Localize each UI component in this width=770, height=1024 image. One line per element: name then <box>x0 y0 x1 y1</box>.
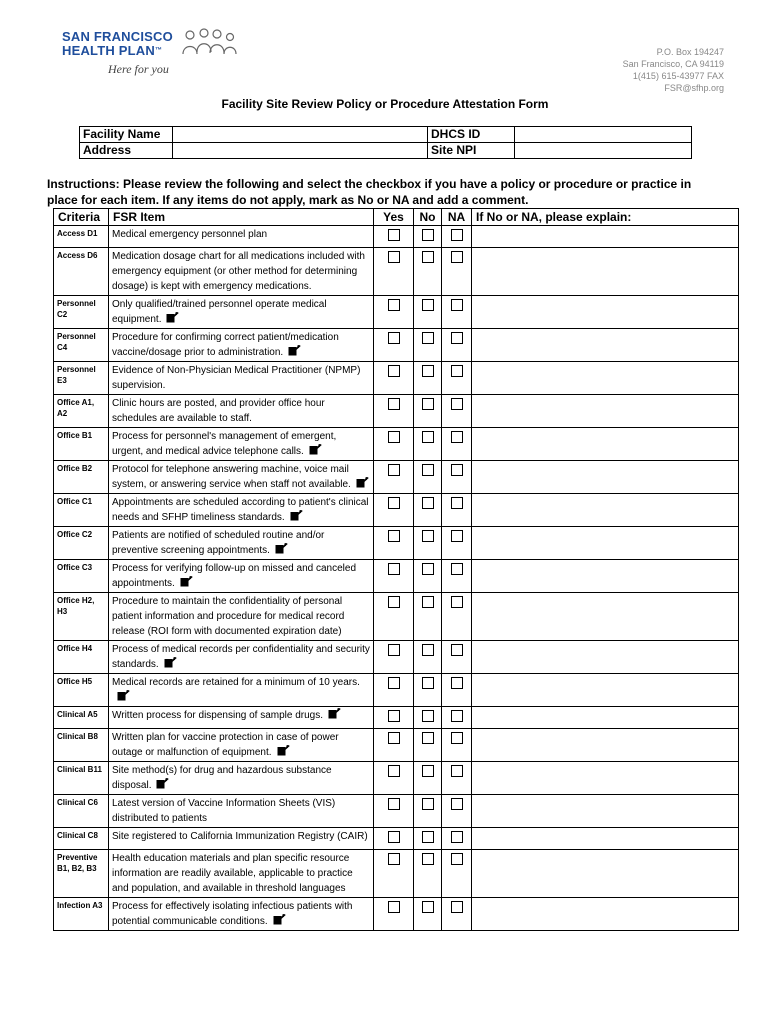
facility-name-label: Facility Name <box>80 127 173 143</box>
no-cell <box>414 329 442 362</box>
na-cell <box>442 329 472 362</box>
fsr-item-text: Procedure for confirming correct patient/medication vaccine/dosage prior to administration. <box>112 332 339 358</box>
explain-field[interactable] <box>472 494 739 527</box>
fsr-item-text: Process for personnel's management of emergent, urgent, and medical advice telephone calls. <box>112 431 337 457</box>
no-checkbox[interactable] <box>422 464 434 476</box>
yes-checkbox[interactable] <box>388 732 400 744</box>
signature-pen-icon <box>166 312 179 323</box>
table-row <box>54 226 739 248</box>
na-cell <box>442 226 472 248</box>
yes-checkbox[interactable] <box>388 365 400 377</box>
yes-cell <box>374 296 414 329</box>
yes-checkbox[interactable] <box>388 332 400 344</box>
fsr-item-cell <box>109 527 374 560</box>
yes-cell <box>374 248 414 296</box>
sfhp-logo <box>62 29 173 76</box>
no-cell <box>414 560 442 593</box>
signature-pen-icon <box>277 745 290 756</box>
criteria-header: Criteria <box>54 209 109 226</box>
explain-field[interactable] <box>472 707 739 729</box>
signature-pen-icon <box>288 345 301 356</box>
no-checkbox[interactable] <box>422 530 434 542</box>
na-cell <box>442 641 472 674</box>
yes-checkbox[interactable] <box>388 251 400 263</box>
na-checkbox[interactable] <box>451 765 463 777</box>
na-checkbox[interactable] <box>451 431 463 443</box>
na-checkbox[interactable] <box>451 464 463 476</box>
no-cell <box>414 898 442 931</box>
fsr-item-text: Medical emergency personnel plan <box>112 229 268 240</box>
na-cell <box>442 527 472 560</box>
yes-cell <box>374 494 414 527</box>
fsr-item-text: Written plan for vaccine protection in case of power outage or malfunction of equipment. <box>112 732 339 758</box>
yes-cell <box>374 850 414 898</box>
criteria-cell: Office B1 <box>54 428 109 461</box>
fsr-item-cell <box>109 762 374 795</box>
logo-tagline: Here for you <box>108 62 169 76</box>
table-row <box>54 461 739 494</box>
criteria-cell: Access D1 <box>54 226 109 248</box>
yes-checkbox[interactable] <box>388 853 400 865</box>
contact-fax: 1(415) 615-43977 FAX <box>632 71 724 81</box>
no-cell <box>414 762 442 795</box>
yes-cell <box>374 707 414 729</box>
no-checkbox[interactable] <box>422 798 434 810</box>
criteria-cell: Office H4 <box>54 641 109 674</box>
logo-line-2: HEALTH PLAN™ <box>62 43 163 58</box>
signature-pen-icon <box>275 543 288 554</box>
na-checkbox[interactable] <box>451 901 463 913</box>
fsr-item-cell <box>109 641 374 674</box>
na-header: NA <box>442 209 472 226</box>
fsr-item-text: Appointments are scheduled according to patient's clinical needs and SFHP timeliness standards. <box>112 497 369 523</box>
contact-email[interactable]: FSR@sfhp.org <box>664 83 724 93</box>
no-checkbox[interactable] <box>422 332 434 344</box>
no-cell <box>414 593 442 641</box>
yes-checkbox[interactable] <box>388 901 400 913</box>
table-row <box>54 527 739 560</box>
yes-cell <box>374 329 414 362</box>
fsr-item-text: Patients are notified of scheduled routine and/or preventive screening appointments. <box>112 530 325 556</box>
explain-header: If No or NA, please explain: <box>472 209 739 226</box>
no-cell <box>414 795 442 828</box>
criteria-cell: Office C3 <box>54 560 109 593</box>
yes-checkbox[interactable] <box>388 431 400 443</box>
signature-pen-icon <box>290 510 303 521</box>
no-cell <box>414 828 442 850</box>
fsr-item-cell <box>109 898 374 931</box>
signature-pen-icon <box>328 708 341 719</box>
no-checkbox[interactable] <box>422 644 434 656</box>
no-cell <box>414 428 442 461</box>
na-checkbox[interactable] <box>451 563 463 575</box>
fsr-item-text: Health education materials and plan specific resource information are readily available, applicable to practice and population, and available in threshold languages <box>112 853 353 894</box>
fsr-item-cell <box>109 296 374 329</box>
yes-cell <box>374 762 414 795</box>
fsr-item-cell <box>109 674 374 707</box>
fsr-item-text: Medication dosage chart for all medications included with emergency equipment (or other method for determining dosage) is kept with emergency medications. <box>112 251 365 292</box>
dhcs-id-label: DHCS ID <box>428 127 515 143</box>
na-cell <box>442 296 472 329</box>
no-cell <box>414 226 442 248</box>
signature-pen-icon <box>117 690 130 701</box>
criteria-cell: Preventive B1, B2, B3 <box>54 850 109 898</box>
yes-checkbox[interactable] <box>388 596 400 608</box>
site-npi-label: Site NPI <box>428 143 515 159</box>
instructions: Instructions: Please review the following and select the checkbox if you have a policy or procedure or practice in place for each item. If any items do not apply, mark as No or NA and add a comment. <box>47 177 692 207</box>
yes-cell <box>374 527 414 560</box>
table-row <box>54 762 739 795</box>
na-checkbox[interactable] <box>451 365 463 377</box>
logo-line-1: SAN FRANCISCO <box>62 29 173 44</box>
no-header: No <box>414 209 442 226</box>
signature-pen-icon <box>273 914 286 925</box>
no-checkbox[interactable] <box>422 677 434 689</box>
yes-cell <box>374 674 414 707</box>
contact-block <box>623 46 724 94</box>
na-checkbox[interactable] <box>451 853 463 865</box>
no-checkbox[interactable] <box>422 398 434 410</box>
no-checkbox[interactable] <box>422 251 434 263</box>
no-cell <box>414 729 442 762</box>
na-cell <box>442 428 472 461</box>
na-cell <box>442 395 472 428</box>
na-cell <box>442 850 472 898</box>
no-cell <box>414 296 442 329</box>
fsr-item-cell <box>109 226 374 248</box>
explain-field[interactable] <box>472 762 739 795</box>
na-cell <box>442 674 472 707</box>
yes-checkbox[interactable] <box>388 710 400 722</box>
fsr-item-text: Process of medical records per confidentiality and security standards. <box>112 644 370 670</box>
fsr-item-text: Protocol for telephone answering machine, voice mail system, or answering service when staff not available. <box>112 464 351 490</box>
criteria-cell: Clinical C8 <box>54 828 109 850</box>
criteria-cell: Office C1 <box>54 494 109 527</box>
na-checkbox[interactable] <box>451 530 463 542</box>
fsr-item-cell <box>109 850 374 898</box>
signature-pen-icon <box>356 477 369 488</box>
criteria-cell: Office A1, A2 <box>54 395 109 428</box>
yes-cell <box>374 795 414 828</box>
criteria-cell: Infection A3 <box>54 898 109 931</box>
na-checkbox[interactable] <box>451 831 463 843</box>
yes-cell <box>374 729 414 762</box>
na-cell <box>442 898 472 931</box>
table-row <box>54 494 739 527</box>
fsr-item-cell <box>109 248 374 296</box>
no-checkbox[interactable] <box>422 229 434 241</box>
na-checkbox[interactable] <box>451 332 463 344</box>
yes-checkbox[interactable] <box>388 398 400 410</box>
explain-field[interactable] <box>472 362 739 395</box>
fsr-item-text: Site registered to California Immunization Registry (CAIR) <box>112 831 368 842</box>
yes-checkbox[interactable] <box>388 644 400 656</box>
no-cell <box>414 674 442 707</box>
signature-pen-icon <box>180 576 193 587</box>
criteria-cell: Personnel E3 <box>54 362 109 395</box>
na-checkbox[interactable] <box>451 677 463 689</box>
people-figures-icon <box>180 28 240 56</box>
explain-field[interactable] <box>472 729 739 762</box>
na-checkbox[interactable] <box>451 710 463 722</box>
fsr-item-cell <box>109 461 374 494</box>
facility-info-table <box>79 126 692 159</box>
no-checkbox[interactable] <box>422 901 434 913</box>
yes-cell <box>374 226 414 248</box>
na-checkbox[interactable] <box>451 732 463 744</box>
no-checkbox[interactable] <box>422 831 434 843</box>
fsr-item-cell <box>109 329 374 362</box>
table-row <box>54 362 739 395</box>
criteria-cell: Office H5 <box>54 674 109 707</box>
no-checkbox[interactable] <box>422 732 434 744</box>
yes-cell <box>374 560 414 593</box>
no-checkbox[interactable] <box>422 299 434 311</box>
na-checkbox[interactable] <box>451 497 463 509</box>
explain-field[interactable] <box>472 296 739 329</box>
fsr-item-text: Process for verifying follow-up on missed and canceled appointments. <box>112 563 357 589</box>
criteria-cell: Personnel C2 <box>54 296 109 329</box>
yes-cell <box>374 362 414 395</box>
na-cell <box>442 248 472 296</box>
yes-cell <box>374 641 414 674</box>
na-checkbox[interactable] <box>451 644 463 656</box>
table-row <box>54 593 739 641</box>
fsr-item-cell <box>109 494 374 527</box>
na-checkbox[interactable] <box>451 596 463 608</box>
criteria-cell: Office C2 <box>54 527 109 560</box>
table-row <box>54 329 739 362</box>
yes-header: Yes <box>374 209 414 226</box>
no-cell <box>414 395 442 428</box>
no-cell <box>414 707 442 729</box>
fsr-item-text: Written process for dispensing of sample drugs. <box>112 710 324 721</box>
form-title: Facility Site Review Policy or Procedure Attestation Form <box>221 97 549 111</box>
fsr-item-text: Medical records are retained for a minimum of 10 years. <box>112 677 360 688</box>
fsr-item-text: Site method(s) for drug and hazardous substance disposal. <box>112 765 332 791</box>
fsr-item-text: Evidence of Non-Physician Medical Practitioner (NPMP) supervision. <box>112 365 361 391</box>
no-checkbox[interactable] <box>422 563 434 575</box>
fsr-item-text: Clinic hours are posted, and provider office hour schedules are available to staff. <box>112 398 325 424</box>
explain-field[interactable] <box>472 674 739 707</box>
table-row <box>54 707 739 729</box>
explain-field[interactable] <box>472 593 739 641</box>
table-row <box>54 296 739 329</box>
yes-checkbox[interactable] <box>388 299 400 311</box>
yes-checkbox[interactable] <box>388 677 400 689</box>
signature-pen-icon <box>309 444 322 455</box>
criteria-cell: Access D6 <box>54 248 109 296</box>
site-npi-field[interactable] <box>515 143 692 159</box>
no-checkbox[interactable] <box>422 710 434 722</box>
no-cell <box>414 362 442 395</box>
explain-field[interactable] <box>472 428 739 461</box>
dhcs-id-field[interactable] <box>515 127 692 143</box>
explain-field[interactable] <box>472 795 739 828</box>
explain-field[interactable] <box>472 560 739 593</box>
explain-field[interactable] <box>472 329 739 362</box>
no-checkbox[interactable] <box>422 853 434 865</box>
fsr-item-cell <box>109 395 374 428</box>
yes-cell <box>374 898 414 931</box>
criteria-cell: Clinical A5 <box>54 707 109 729</box>
criteria-cell: Personnel C4 <box>54 329 109 362</box>
table-row <box>54 674 739 707</box>
explain-field[interactable] <box>472 828 739 850</box>
explain-field[interactable] <box>472 641 739 674</box>
table-row <box>54 795 739 828</box>
na-checkbox[interactable] <box>451 398 463 410</box>
table-row <box>54 641 739 674</box>
na-cell <box>442 362 472 395</box>
criteria-cell: Clinical C6 <box>54 795 109 828</box>
no-checkbox[interactable] <box>422 765 434 777</box>
fsr-table <box>53 208 739 931</box>
fsr-item-cell <box>109 560 374 593</box>
no-checkbox[interactable] <box>422 596 434 608</box>
signature-pen-icon <box>156 778 169 789</box>
table-row <box>54 828 739 850</box>
na-cell <box>442 560 472 593</box>
yes-cell <box>374 828 414 850</box>
yes-checkbox[interactable] <box>388 497 400 509</box>
no-cell <box>414 494 442 527</box>
yes-checkbox[interactable] <box>388 229 400 241</box>
fsr-item-cell <box>109 828 374 850</box>
criteria-cell: Office B2 <box>54 461 109 494</box>
explain-field[interactable] <box>472 395 739 428</box>
na-checkbox[interactable] <box>451 299 463 311</box>
no-cell <box>414 248 442 296</box>
yes-checkbox[interactable] <box>388 831 400 843</box>
na-checkbox[interactable] <box>451 251 463 263</box>
yes-checkbox[interactable] <box>388 530 400 542</box>
yes-cell <box>374 428 414 461</box>
explain-field[interactable] <box>472 850 739 898</box>
explain-field[interactable] <box>472 461 739 494</box>
table-row <box>54 729 739 762</box>
yes-cell <box>374 395 414 428</box>
fsr-item-text: Only qualified/trained personnel operate medical equipment. <box>112 299 327 325</box>
yes-checkbox[interactable] <box>388 798 400 810</box>
yes-checkbox[interactable] <box>388 464 400 476</box>
contact-po-box: P.O. Box 194247 <box>656 47 724 57</box>
fsr-item-header: FSR Item <box>109 209 374 226</box>
criteria-cell: Clinical B11 <box>54 762 109 795</box>
fsr-item-cell <box>109 795 374 828</box>
na-checkbox[interactable] <box>451 798 463 810</box>
fsr-item-text: Process for effectively isolating infectious patients with potential communicable conditions. <box>112 901 353 927</box>
no-checkbox[interactable] <box>422 497 434 509</box>
no-cell <box>414 850 442 898</box>
yes-checkbox[interactable] <box>388 765 400 777</box>
address-field[interactable] <box>173 143 428 159</box>
fsr-item-cell <box>109 729 374 762</box>
explain-field[interactable] <box>472 527 739 560</box>
fsr-item-cell <box>109 428 374 461</box>
yes-checkbox[interactable] <box>388 563 400 575</box>
fsr-item-cell <box>109 362 374 395</box>
explain-field[interactable] <box>472 898 739 931</box>
no-cell <box>414 641 442 674</box>
no-cell <box>414 461 442 494</box>
criteria-cell: Office H2, H3 <box>54 593 109 641</box>
explain-field[interactable] <box>472 226 739 248</box>
table-row <box>54 428 739 461</box>
no-checkbox[interactable] <box>422 431 434 443</box>
table-row <box>54 898 739 931</box>
fsr-item-text: Latest version of Vaccine Information Sheets (VIS) distributed to patients <box>112 798 336 824</box>
table-row <box>54 395 739 428</box>
yes-cell <box>374 461 414 494</box>
criteria-cell: Clinical B8 <box>54 729 109 762</box>
explain-field[interactable] <box>472 248 739 296</box>
table-row <box>54 560 739 593</box>
na-cell <box>442 729 472 762</box>
fsr-item-text: Procedure to maintain the confidentiality of personal patient information and procedure for medical record release (ROI form with documented expiration date) <box>112 596 345 637</box>
signature-pen-icon <box>164 657 177 668</box>
contact-city: San Francisco, CA 94119 <box>622 59 724 69</box>
na-cell <box>442 593 472 641</box>
yes-cell <box>374 593 414 641</box>
na-cell <box>442 494 472 527</box>
facility-name-field[interactable] <box>173 127 428 143</box>
no-checkbox[interactable] <box>422 365 434 377</box>
fsr-item-cell <box>109 707 374 729</box>
table-row <box>54 248 739 296</box>
na-cell <box>442 762 472 795</box>
na-checkbox[interactable] <box>451 229 463 241</box>
na-cell <box>442 795 472 828</box>
na-cell <box>442 828 472 850</box>
na-cell <box>442 461 472 494</box>
address-label: Address <box>80 143 173 159</box>
table-row <box>54 850 739 898</box>
fsr-item-cell <box>109 593 374 641</box>
na-cell <box>442 707 472 729</box>
no-cell <box>414 527 442 560</box>
